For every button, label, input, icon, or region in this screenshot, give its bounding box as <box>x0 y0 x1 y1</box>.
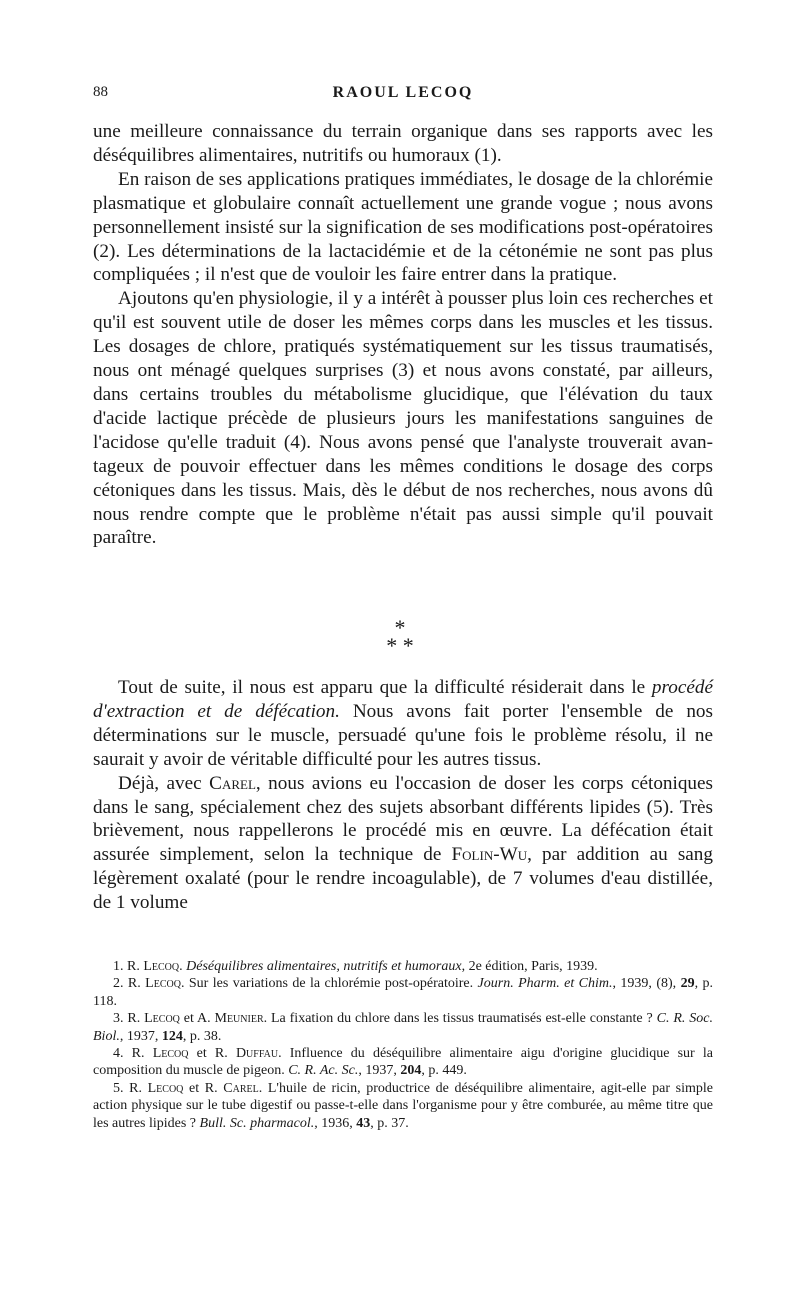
footnote <box>93 975 713 1010</box>
emphasis: C. R. Ac. Sc. <box>288 1063 359 1079</box>
author-name: Lecoq <box>152 1046 189 1062</box>
text-run: et nous avons constaté, par ailleurs, dans certains troubles du métabolisme glucidique, que l'élévation du taux d'acide lactique précède de plusieurs jours les manifestations sanguines de l'acidose qu'elle traduit <box>93 360 713 453</box>
footnote <box>93 1080 713 1132</box>
body-text-bottom <box>93 676 713 915</box>
text-run: 3. R. <box>113 1011 145 1027</box>
text-run: , par addition au sang légèrement oxalaté (pour le rendre incoagulable), de 7 volumes d'eau distillée, de 1 volume <box>93 844 713 914</box>
text-run: , p. 118. <box>93 976 713 1009</box>
author-name: Lecoq <box>144 1011 180 1027</box>
author-name: Carel <box>209 772 256 794</box>
footnote <box>93 1045 713 1080</box>
footnote <box>93 958 713 975</box>
text-run: Tout de suite, il nous est apparu que la difficulté résiderait dans le <box>118 677 652 698</box>
text-run: et A. <box>179 1011 215 1027</box>
text-run: 5. R. <box>113 1080 148 1096</box>
paragraph <box>93 120 713 168</box>
text-run: 2. R. <box>113 976 146 992</box>
text-run: , nous avions eu l'occasion de doser les corps cétoniques dans le sang, spécialement chez des sujets absorbant différents lipides <box>93 772 714 818</box>
text-run: 4. R. <box>113 1046 153 1062</box>
emphasis: procédé d'extraction et de défécation. <box>93 677 713 722</box>
author-name: Lecoq <box>147 1080 184 1096</box>
volume-number: 124 <box>161 1028 183 1044</box>
footnote-ref: (1) <box>474 144 497 166</box>
text-run: . L'huile de ricin, productrice de déséquilibre alimentaire, agit-elle par simple action physique sur le tube digestif ou passe-t-elle dans l'organisme pour y être comburée, au même titre que les autres lipides ? <box>93 1080 713 1131</box>
running-title: RAOUL LECOQ <box>332 84 474 101</box>
volume-number: 29 <box>680 976 695 992</box>
text-run: et R. <box>188 1046 236 1062</box>
text-run: . Nous avons pensé que l'analyste trouverait avantageux de pouvoir effectuer dans les mêmes conditions le dosage des corps cétoniques dans les tissus. Mais, dès le début de nos recherches, nous avons dû nous rendre compte que le problème n'était pas aussi simple qu'il pouvait paraître. <box>93 431 713 549</box>
text-run: , 1939, (8), <box>612 976 681 992</box>
text-run: , 1937, <box>358 1063 401 1079</box>
text-run: . <box>496 144 502 166</box>
text-run: Ajoutons qu'en physiologie, il y a intérêt à pousser plus loin ces recherches et qu'il est souvent utile de doser les mêmes corps dans les muscles et les tissus. Les dosages de chlore, pratiqués systématiquement sur les tissus traumatisés, nous ont ménagé quelques surprises <box>93 288 713 382</box>
paragraph <box>93 168 713 288</box>
text-run: , p. 38. <box>182 1028 222 1044</box>
text-run: Déjà, avec <box>118 772 210 794</box>
section-separator <box>0 615 800 658</box>
text-run: Nous avons fait porter l'ensemble de nos déterminations sur le muscle, persuadé qu'une fois le problème résolu, il ne saurait y avoir de véritable difficulté pour les autres tissus. <box>93 700 713 770</box>
footnote-ref: (5) <box>646 796 670 818</box>
page-header <box>93 84 713 110</box>
author-name: Folin-Wu <box>451 844 528 866</box>
author-name: Duffau <box>235 1046 279 1062</box>
separator-star-top: * <box>394 615 406 640</box>
text-run: . Influence du déséquilibre alimentaire aigu d'origine glucidique sur la composition du muscle de pigeon. <box>93 1046 713 1079</box>
text-run: . Très brièvement, nous rappellerons le procédé mis en œuvre. La défécation était assurée simplement, selon la technique de <box>93 796 714 866</box>
text-run: . <box>179 959 187 974</box>
text-run: 1. R. <box>113 959 144 974</box>
text-run: . Les déterminations de la lactacidémie et de la cétonémie ne sont pas plus compliquées ; il n'est que de vouloir les faire entrer dans la pratique. <box>93 240 713 286</box>
emphasis: C. R. Soc. Biol. <box>93 1011 713 1044</box>
text-run: une meilleure connaissance du terrain organique dans ses rapports avec les déséquilibres alimentaires, nutritifs ou humoraux <box>93 121 713 166</box>
body-text-top <box>93 120 713 550</box>
footnote-ref: (3) <box>391 360 415 382</box>
footnote-ref: (4) <box>283 431 307 453</box>
text-run: , p. 37. <box>370 1115 409 1131</box>
text-run: , 1936, <box>314 1115 357 1131</box>
text-run: , p. 449. <box>421 1063 467 1079</box>
volume-number: 43 <box>356 1115 371 1131</box>
text-run: , 2e édition, Paris, 1939. <box>461 959 598 974</box>
paragraph <box>93 287 713 550</box>
author-name: Meunier <box>214 1011 264 1027</box>
emphasis: Journ. Pharm. et Chim. <box>477 976 613 992</box>
emphasis: Déséquilibres alimentaires, nutritifs et humoraux <box>186 959 462 974</box>
text-run: et R. <box>183 1080 224 1096</box>
footnotes <box>93 958 713 1132</box>
paragraph <box>93 676 713 772</box>
author-name: Lecoq <box>143 959 180 974</box>
page-number: 88 <box>93 84 108 100</box>
author-name: Lecoq <box>145 976 181 992</box>
footnote-ref: (2) <box>93 240 116 262</box>
footnote <box>93 1010 713 1045</box>
text-run: En raison de ses applications pratiques immédiates, le dosage de la chlorémie plasmatique et globulaire connaît actuellement une grande vogue ; nous avons personnellement insisté sur la signification de ses modifications post-opératoires <box>93 168 713 238</box>
text-run: . Sur les variations de la chlorémie post-opératoire. <box>180 976 478 992</box>
author-name: Carel <box>223 1080 259 1096</box>
paragraph <box>93 772 713 915</box>
text-run: , 1937, <box>119 1028 162 1044</box>
text-run: . La fixation du chlore dans les tissus traumatisés est-elle constante ? <box>263 1011 657 1027</box>
volume-number: 204 <box>400 1063 422 1079</box>
emphasis: Bull. Sc. pharmacol. <box>199 1115 315 1131</box>
separator-stars-bottom: * * <box>386 633 414 658</box>
